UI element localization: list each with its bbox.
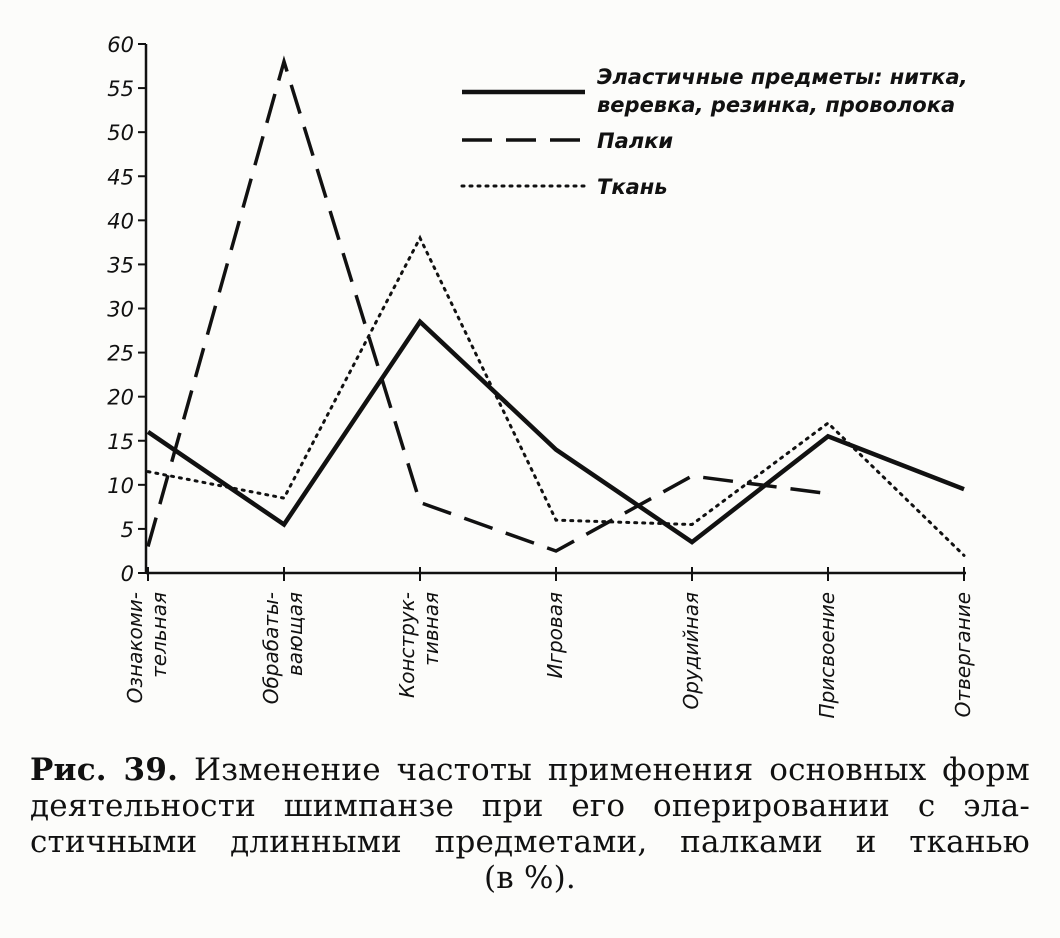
y-tick-label: 0 bbox=[120, 562, 134, 586]
y-tick-label: 45 bbox=[107, 165, 134, 190]
y-tick-label: 20 bbox=[107, 385, 134, 410]
x-category-label: Игровая bbox=[543, 592, 567, 679]
y-tick-label: 50 bbox=[107, 121, 134, 146]
series-line-dashed bbox=[148, 62, 828, 551]
y-tick-label: 5 bbox=[120, 517, 134, 542]
caption-line-3: стичными длинными предметами, палками и тканью bbox=[30, 824, 1030, 860]
legend-label: Ткань bbox=[597, 175, 668, 199]
x-category-label: Конструк- bbox=[395, 592, 419, 698]
y-tick-label: 30 bbox=[107, 297, 134, 322]
x-category-label: Ознакоми- bbox=[123, 592, 147, 704]
series-lines bbox=[148, 62, 964, 556]
y-tick-label: 25 bbox=[107, 341, 134, 366]
figure-label: Рис. 39. bbox=[30, 752, 179, 788]
y-tick-label: 60 bbox=[107, 33, 134, 57]
y-axis-ticks bbox=[107, 33, 146, 586]
figure-caption bbox=[30, 752, 1030, 896]
caption-line-4: (в %). bbox=[483, 860, 576, 896]
legend-label: Палки bbox=[597, 129, 674, 153]
series-line-dotted bbox=[148, 238, 964, 555]
x-category-label: тивная bbox=[419, 592, 443, 666]
x-category-label: вающая bbox=[283, 592, 307, 677]
y-tick-label: 40 bbox=[107, 209, 134, 234]
caption-line-1 bbox=[30, 752, 1030, 788]
legend-label: веревка, резинка, проволока bbox=[597, 93, 956, 117]
caption-line-2: деятельности шимпанзе при его оперировании с эла- bbox=[30, 788, 1030, 824]
x-category-label: Обрабаты- bbox=[259, 592, 283, 705]
legend bbox=[462, 65, 968, 199]
x-axis-ticks bbox=[123, 567, 975, 718]
y-tick-label: 10 bbox=[107, 473, 134, 498]
x-category-label: Отвергание bbox=[951, 592, 975, 718]
x-category-label: Присвоение bbox=[815, 592, 839, 719]
x-category-label: Орудийная bbox=[679, 592, 703, 710]
series-line-solid bbox=[148, 322, 964, 542]
axes bbox=[146, 44, 966, 573]
y-tick-label: 55 bbox=[107, 77, 134, 102]
legend-label: Эластичные предметы: нитка, bbox=[597, 65, 968, 89]
y-tick-label: 15 bbox=[107, 429, 134, 454]
y-tick-label: 35 bbox=[107, 253, 134, 278]
x-category-label: тельная bbox=[147, 592, 171, 678]
caption-text-1: Изменение частоты применения основных форм bbox=[178, 752, 1030, 788]
